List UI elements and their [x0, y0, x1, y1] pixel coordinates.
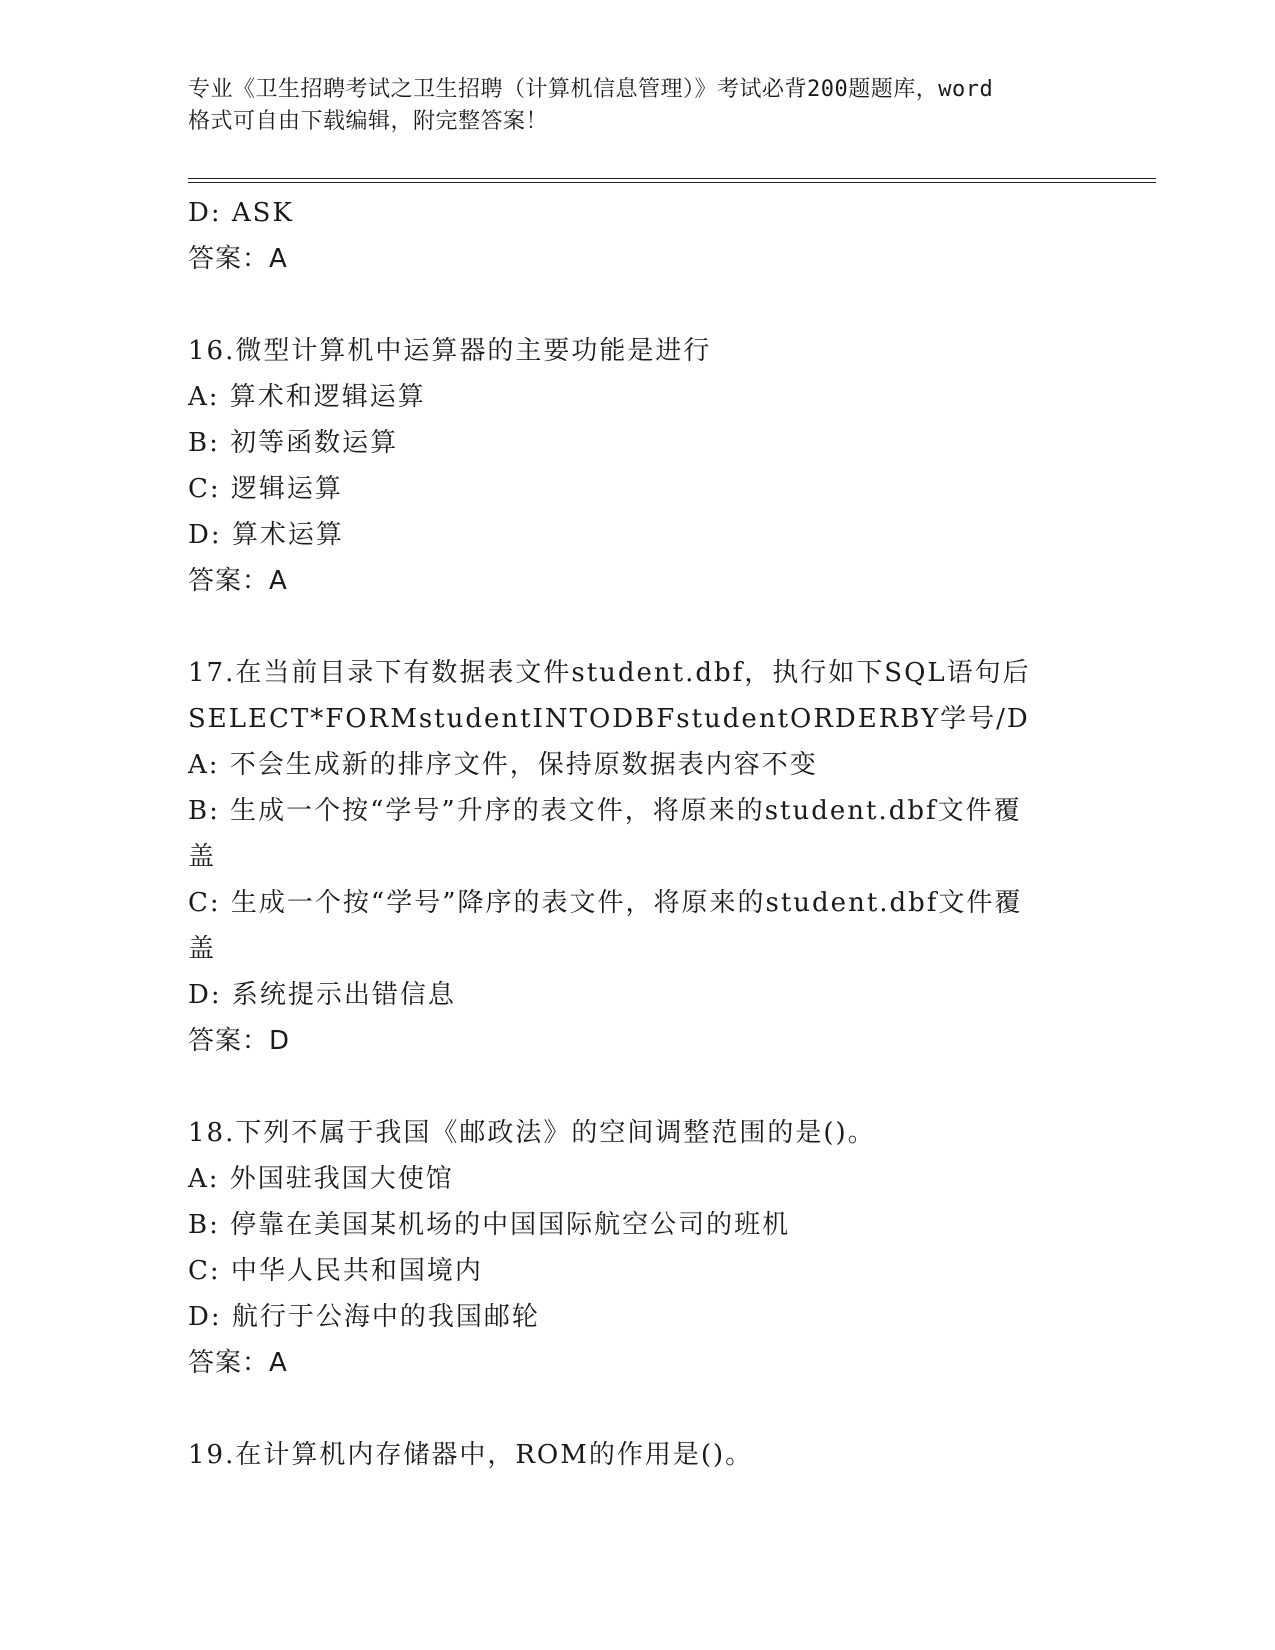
answer-line: 答案：A	[188, 566, 288, 596]
question-text-continued: SELECT*FORMstudentINTODBFstudentORDERBY学号/D	[188, 704, 1030, 734]
question-block-prev	[188, 190, 1088, 282]
option-b: B: 停靠在美国某机场的中国国际航空公司的班机	[188, 1210, 791, 1240]
answer-line: 答案：D	[188, 1026, 291, 1056]
option-a: A: 不会生成新的排序文件，保持原数据表内容不变	[188, 750, 818, 780]
option-c: C: 中华人民共和国境内	[188, 1256, 483, 1286]
spacer	[188, 604, 1088, 650]
option-d: D: 系统提示出错信息	[188, 980, 456, 1010]
question-text: 18.下列不属于我国《邮政法》的空间调整范围的是()。	[188, 1118, 876, 1148]
header-line-1: 专业《卫生招聘考试之卫生招聘（计算机信息管理）》考试必背200题题库，word	[188, 77, 994, 102]
question-block-17	[188, 650, 1088, 1064]
option-b-continued: 盖	[188, 842, 217, 872]
answer-line: 答案：A	[188, 1348, 288, 1378]
question-list	[188, 190, 1088, 1478]
option-c-continued: 盖	[188, 934, 217, 964]
header-line-2: 格式可自由下载编辑，附完整答案！	[188, 109, 549, 134]
answer-line: 答案：A	[188, 244, 288, 274]
option-b: B: 生成一个按“学号”升序的表文件，将原来的student.dbf文件覆	[188, 796, 1022, 826]
question-block-18	[188, 1110, 1088, 1386]
spacer	[188, 1386, 1088, 1432]
spacer	[188, 282, 1088, 328]
header-divider	[188, 178, 1156, 183]
question-block-16	[188, 328, 1088, 604]
option-d: D: ASK	[188, 198, 294, 228]
option-c: C: 逻辑运算	[188, 474, 343, 504]
spacer	[188, 1064, 1088, 1110]
option-b: B: 初等函数运算	[188, 428, 399, 458]
question-text: 17.在当前目录下有数据表文件student.dbf，执行如下SQL语句后	[188, 658, 1031, 688]
question-text: 16.微型计算机中运算器的主要功能是进行	[188, 336, 712, 366]
question-text: 19.在计算机内存储器中，ROM的作用是()。	[188, 1440, 754, 1470]
option-a: A: 算术和逻辑运算	[188, 382, 426, 412]
option-a: A: 外国驻我国大使馆	[188, 1164, 454, 1194]
page-header	[188, 74, 1088, 138]
option-c: C: 生成一个按“学号”降序的表文件，将原来的student.dbf文件覆	[188, 888, 1023, 918]
question-block-19	[188, 1432, 1088, 1478]
option-d: D: 航行于公海中的我国邮轮	[188, 1302, 540, 1332]
option-d: D: 算术运算	[188, 520, 344, 550]
